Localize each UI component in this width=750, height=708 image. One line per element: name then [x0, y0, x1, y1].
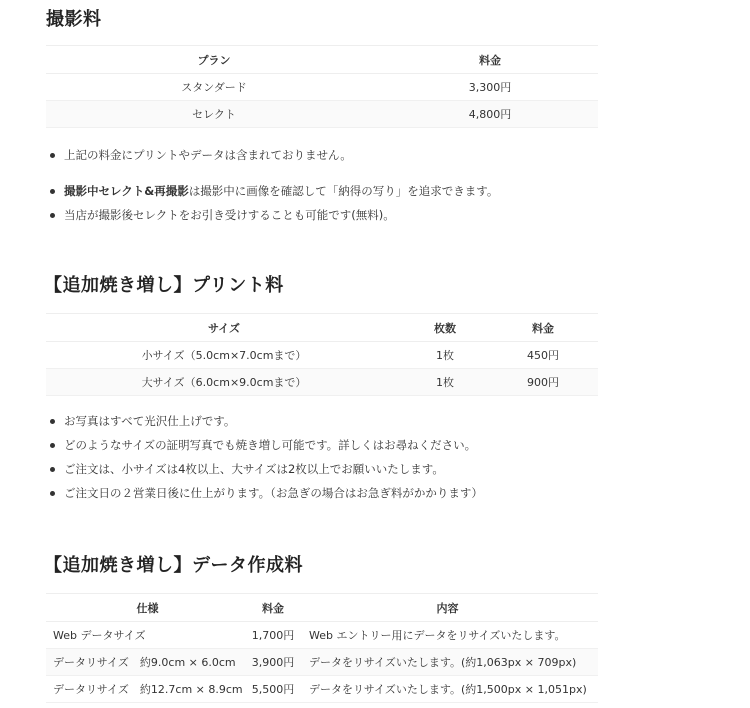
list-item	[46, 483, 483, 507]
spec-cell: データリサイズ 約12.7cm × 8.9cm	[46, 676, 249, 703]
content-cell: データをリサイズいたします。(約1,500px × 1,051px)	[297, 676, 598, 703]
table-row	[46, 369, 598, 396]
table-row	[46, 649, 598, 676]
table-header-row	[46, 46, 598, 74]
price-cell: 3,900円	[249, 649, 297, 676]
price-cell: 900円	[488, 369, 598, 396]
price-cell: 450円	[488, 342, 598, 369]
print-fee-table	[46, 313, 598, 396]
price-cell: 1,700円	[249, 622, 297, 649]
column-header-content: 内容	[297, 594, 598, 622]
bullet-icon	[50, 467, 55, 472]
bullet-icon	[50, 213, 55, 218]
list-item	[46, 181, 498, 205]
column-header-plan: プラン	[46, 46, 382, 74]
note-text: ご注文日の２営業日後に仕上がります。（お急ぎの場合はお急ぎ料がかかります）	[64, 486, 483, 500]
table-row	[46, 342, 598, 369]
table-row	[46, 101, 598, 128]
note-bold-text: 撮影中セレクト&再撮影	[64, 184, 189, 198]
data-fee-table	[46, 593, 598, 703]
spec-cell: データリサイズ 約9.0cm × 6.0cm	[46, 649, 249, 676]
content-cell: データをリサイズいたします。(約1,063px × 709px)	[297, 649, 598, 676]
table-header-row	[46, 314, 598, 342]
table-header-row	[46, 594, 598, 622]
price-cell: 3,300円	[382, 74, 598, 101]
photography-notes-list	[46, 145, 498, 229]
note-text: 当店が撮影後セレクトをお引き受けすることも可能です(無料)。	[64, 208, 395, 222]
note-text: お写真はすべて光沢仕上げです。	[64, 414, 236, 428]
print-notes-list	[46, 411, 483, 507]
list-item	[46, 411, 483, 435]
table-row	[46, 676, 598, 703]
content-cell: Web エントリー用にデータをリサイズいたします。	[297, 622, 598, 649]
size-cell: 小サイズ（5.0cm×7.0cmまで）	[46, 342, 402, 369]
note-text: どのようなサイズの証明写真でも焼き増し可能です。詳しくはお尋ねください。	[64, 438, 477, 452]
note-text: 上記の料金にプリントやデータは含まれておりません。	[64, 148, 352, 162]
bullet-icon	[50, 419, 55, 424]
column-header-spec: 仕様	[46, 594, 249, 622]
column-header-price: 料金	[488, 314, 598, 342]
plan-cell: スタンダード	[46, 74, 382, 101]
section-title-print-fee: 【追加焼き増し】プリント料	[44, 275, 284, 296]
section-title-photography-fee: 撮影料	[46, 9, 102, 30]
size-cell: 大サイズ（6.0cm×9.0cmまで）	[46, 369, 402, 396]
price-cell: 4,800円	[382, 101, 598, 128]
column-header-quantity: 枚数	[402, 314, 488, 342]
note-text: ご注文は、小サイズは4枚以上、大サイズは2枚以上でお願いいたします。	[64, 462, 444, 476]
spec-cell: Web データサイズ	[46, 622, 249, 649]
bullet-icon	[50, 443, 55, 448]
table-row	[46, 622, 598, 649]
note-text: は撮影中に画像を確認して「納得の写り」を追求できます。	[188, 184, 499, 198]
bullet-icon	[50, 153, 55, 158]
quantity-cell: 1枚	[402, 369, 488, 396]
list-item	[46, 435, 483, 459]
column-header-price: 料金	[249, 594, 297, 622]
column-header-size: サイズ	[46, 314, 402, 342]
list-item	[46, 145, 498, 169]
list-item	[46, 205, 498, 229]
photography-fee-table	[46, 45, 598, 128]
column-header-price: 料金	[382, 46, 598, 74]
table-row	[46, 74, 598, 101]
list-item	[46, 459, 483, 483]
price-cell: 5,500円	[249, 676, 297, 703]
quantity-cell: 1枚	[402, 342, 488, 369]
bullet-icon	[50, 491, 55, 496]
section-title-data-fee: 【追加焼き増し】データ作成料	[44, 555, 303, 576]
bullet-icon	[50, 189, 55, 194]
plan-cell: セレクト	[46, 101, 382, 128]
